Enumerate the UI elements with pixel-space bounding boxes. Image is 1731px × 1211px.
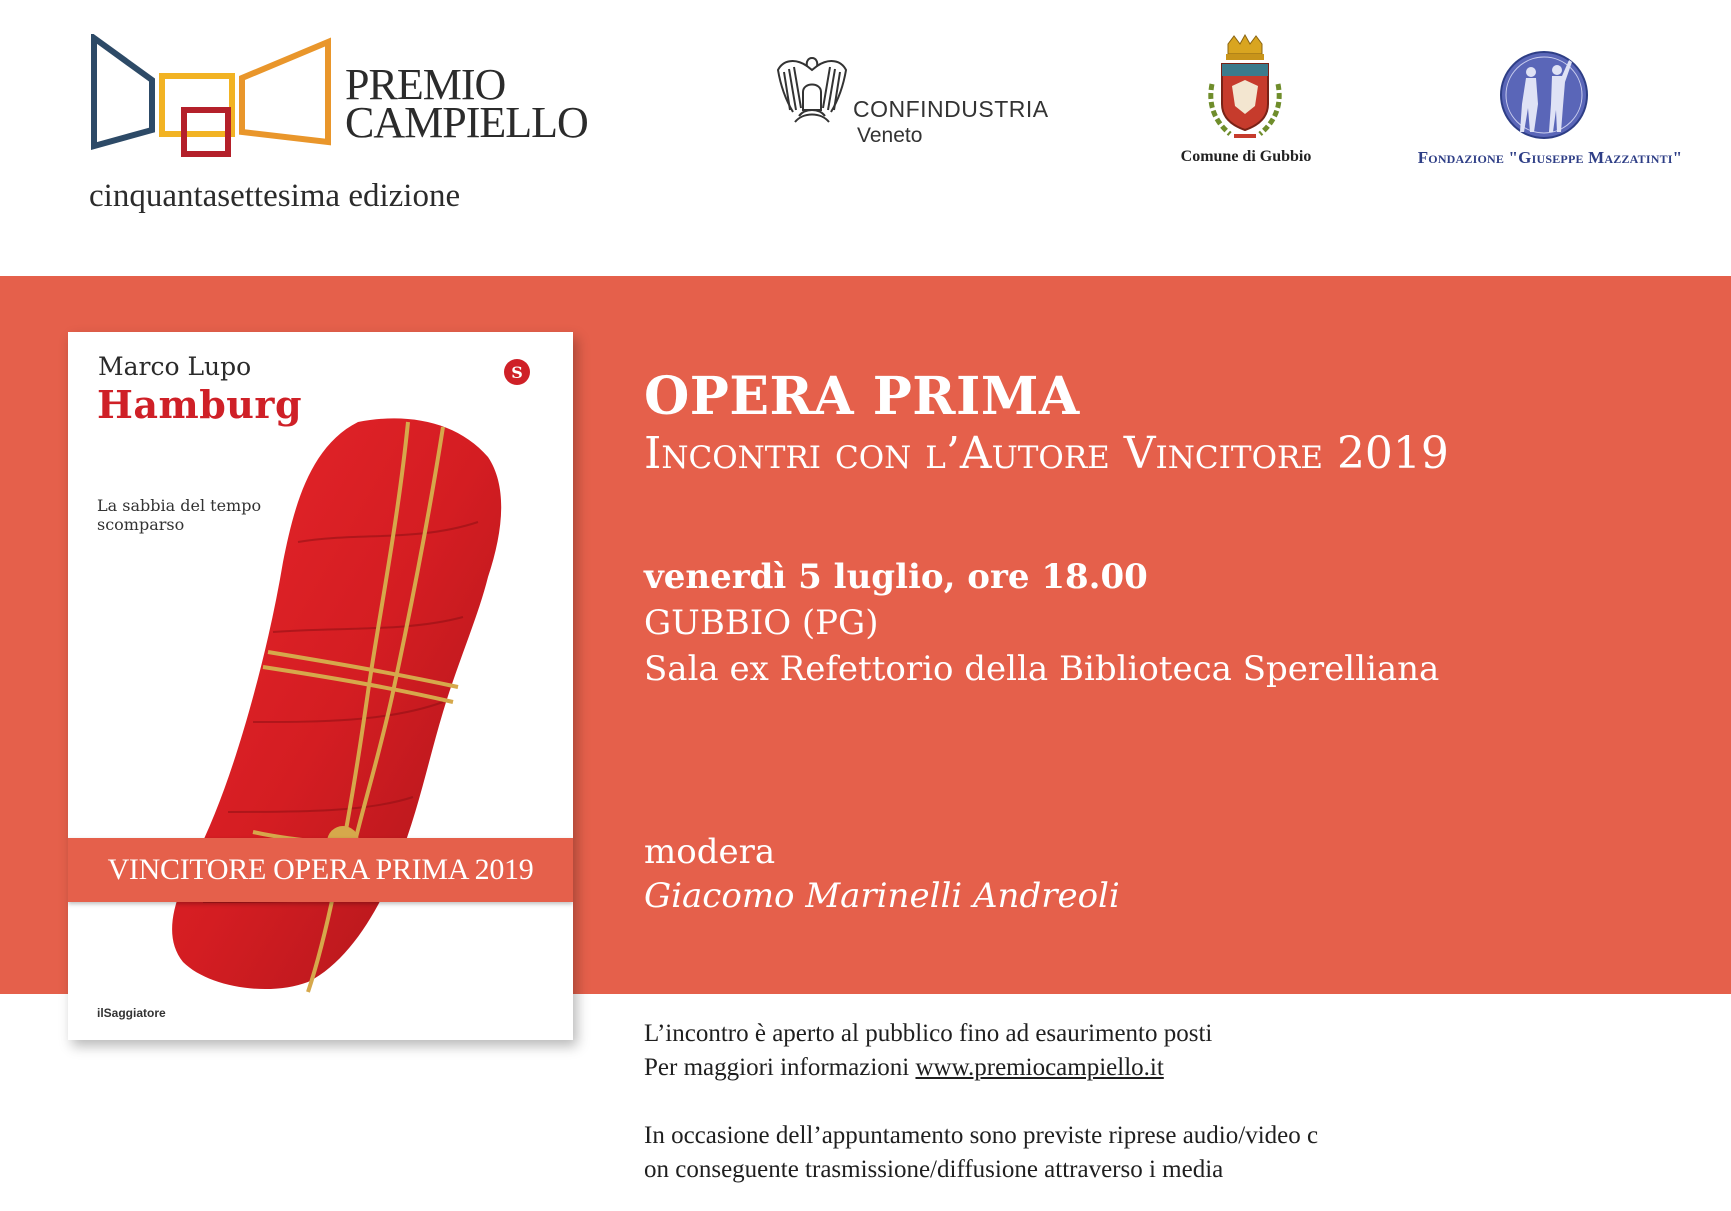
gubbio-name: Comune di Gubbio: [1180, 148, 1312, 165]
mazzatinti-foundation-emblem-icon: [1497, 48, 1591, 142]
confindustria-region: Veneto: [857, 124, 923, 147]
winner-label: VINCITORE OPERA PRIMA 2019: [107, 853, 534, 886]
note-recording-line-1: In occasione dell’appuntamento sono previste riprese audio/video c: [644, 1122, 1319, 1149]
campiello-wordmark: PREMIO CAMPIELLO: [345, 60, 588, 147]
event-title: OPERA PRIMA: [644, 366, 1080, 427]
svg-text:S: S: [511, 363, 523, 382]
winner-banner: [68, 838, 573, 902]
event-city: GUBBIO (PG): [644, 603, 879, 643]
mazzatinti-foundation-name: Fondazione "Giuseppe Mazzatinti": [1417, 148, 1683, 167]
header: [0, 0, 1731, 276]
website-link[interactable]: www.premiocampiello.it: [915, 1054, 1164, 1081]
moderator-name: Giacomo Marinelli Andreoli: [644, 876, 1120, 916]
publisher-mark-icon: [503, 358, 531, 386]
event-subtitle: Incontri con l’Autore Vincitore 2019: [644, 428, 1449, 479]
moderator-label: modera: [644, 832, 776, 872]
premio-campiello-logo-icon: [88, 34, 338, 164]
edition-label: cinquantasettesima edizione: [89, 178, 461, 214]
confindustria-name: CONFINDUSTRIA: [853, 96, 1049, 122]
note-open-to-public: L’incontro è aperto al pubblico fino ad esaurimento posti: [644, 1020, 1213, 1047]
confindustria-eagle-icon: [775, 52, 850, 124]
note-info-prefix: Per maggiori informazioni: [644, 1054, 916, 1081]
book-subtitle: La sabbia del tempo scomparso: [97, 496, 262, 534]
gubbio-crest-icon: [1200, 34, 1290, 149]
note-more-info: [644, 1054, 1164, 1082]
event-date: venerdì 5 luglio, ore 18.00: [644, 557, 1148, 597]
event-venue: Sala ex Refettorio della Biblioteca Sperelliana: [644, 649, 1440, 689]
book-title: Hamburg: [97, 382, 303, 427]
note-recording-line-2: on conseguente trasmissione/diffusione attraverso i media: [644, 1156, 1224, 1183]
book-cover: [68, 332, 573, 1040]
book-publisher: ilSaggiatore: [97, 1006, 166, 1020]
book-author: Marco Lupo: [98, 352, 252, 381]
red-parcel-illustration-icon: [158, 402, 548, 1002]
